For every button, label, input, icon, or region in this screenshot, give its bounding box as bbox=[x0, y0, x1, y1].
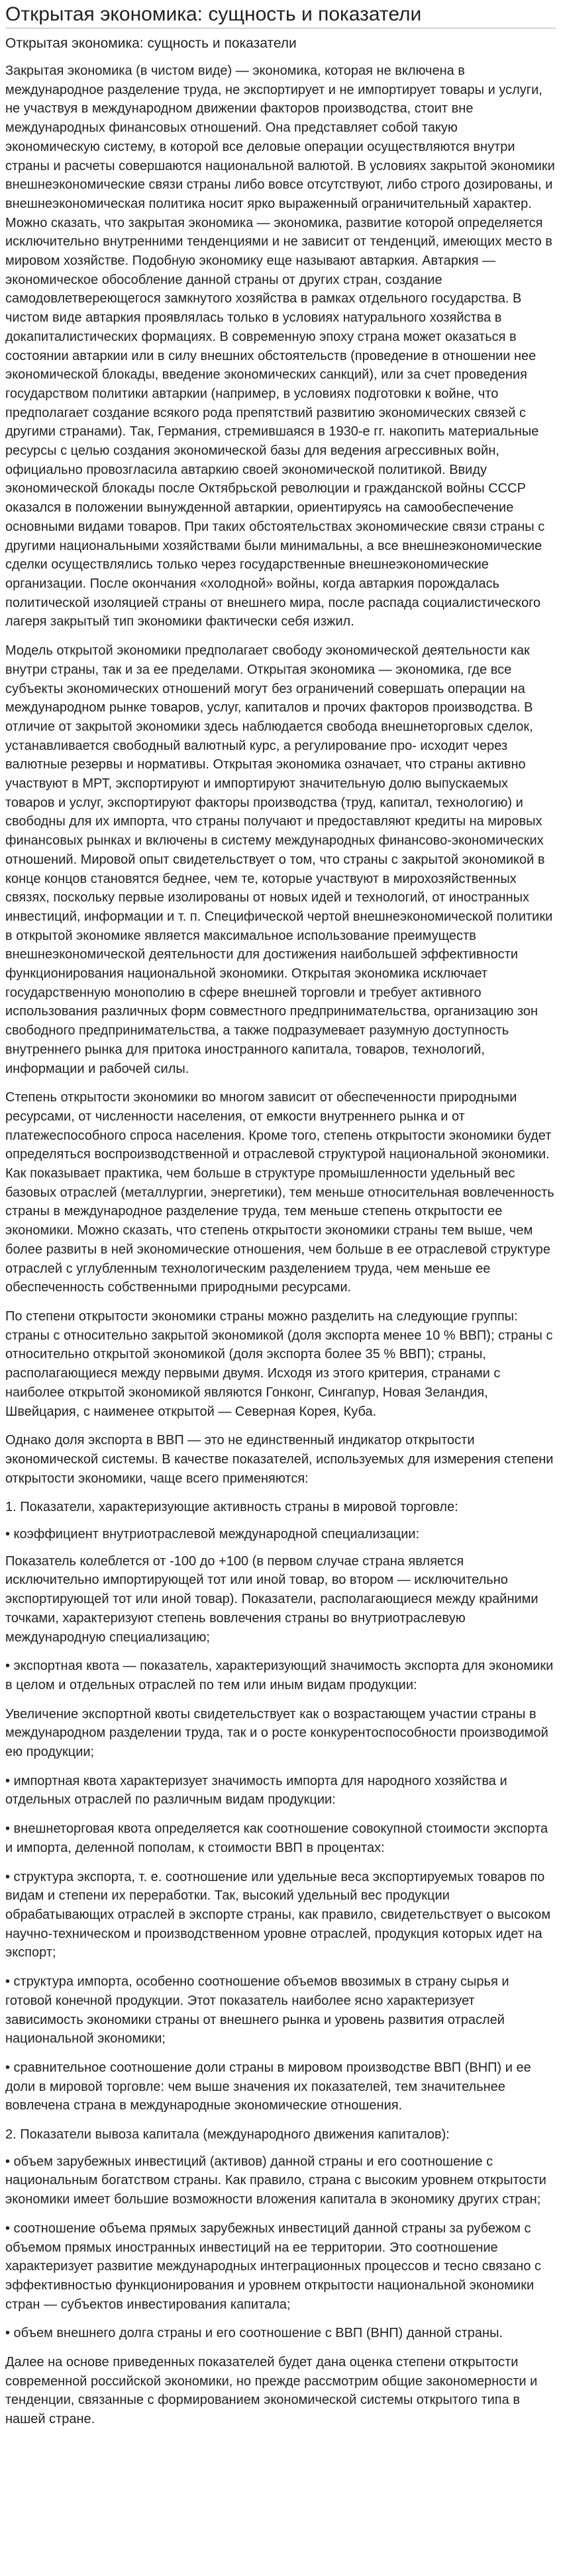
paragraph-coefficient-range: Показатель колеблется от -100 до +100 (в первом случае страна является исключительно импортирующей тот или иной товар, во втором — исключительно экспортирующей тот или иной товар). Показатели, располагающиеся между крайними точками, характеризуют степень вовлечения страны во внутриотраслевую международную специализацию; bbox=[5, 1553, 538, 1645]
list-item-foreign-investment-volume: • объем зарубежных инвестиций (активов) данной страны и его соотношение с национальным богатством страны. Как правило, страна с высоким уровнем открытости экономики имеет большие возможности вложения капитала в экономику других стран; bbox=[5, 2154, 546, 2207]
list-item-import-quota: • импортная квота характеризует значимость импорта для народного хозяйства и отдельных отраслей по различным видам продукции: bbox=[5, 1773, 507, 1808]
list-heading-trade-indicators: 1. Показатели, характеризующие активность страны в мировой торговле: bbox=[5, 1500, 458, 1515]
list-heading-capital-indicators: 2. Показатели вывоза капитала (международного движения капиталов): bbox=[5, 2127, 450, 2142]
list-item-export-structure: • структура экспорта, т. е. соотношение или удельные веса экспортируемых товаров по видам и степени их переработки. Так, высокий удельный вес продукции обрабатывающих отраслей в экспорте страны, как правило, свидетельствует о высоком научно-техническом и производственном уровне отраслей, продукция которых идет на экспорт; bbox=[5, 1869, 551, 1960]
list-item-specialization-coefficient: • коэффициент внутриотраслевой международной специализации: bbox=[5, 1527, 420, 1542]
paragraph-country-groups: По степени открытости экономики страны можно разделить на следующие группы: страны с относительно закрытой экономикой (доля экспорта менее 10 % ВВП); страны с относительно открытой экономикой (доля экспорта более 35 % ВВП); страны, располагающиеся между первыми двумя. Исходя из этого критерия, странами с наиболее открытой экономикой являются Гонконг, Сингапур, Новая Зеландия, Швейцария, с наименее открытой — Северная Корея, Куба. bbox=[5, 1309, 553, 1419]
paragraph-openness-degree: Степень открытости экономики во многом зависит от обеспеченности природными ресурсами, от численности населения, от емкости внутреннего рынка и от платежеспособного спроса населения. Кроме того, степень открытости экономики будет определяться воспроизводственной и отраслевой структурой национальной экономики. Как показывает практика, чем больше в структуре промышленности удельный вес базовых отраслей (металлургии, энергетики), тем меньше относительная вовлеченность страны в международное разделение труда, тем меньше степень открытости ее экономики. Можно сказать, что степень открытости экономики страны тем выше, чем более развиты в ней экономические отношения, чем больше в ее отраслевой структуре отраслей с углубленным технологическим разделением труда, чем меньше ее обеспеченность собственными природными ресурсами. bbox=[5, 1090, 554, 1295]
paragraph-export-quota-growth: Увеличение экспортной квоты свидетельствует как о возрастающем участии страны в международном разделении труда, так и о росте конкурентоспособности производимой ею продукции; bbox=[5, 1706, 548, 1760]
list-item-export-quota: • экспортная квота — показатель, характеризующий значимость экспорта для экономики в целом и отдельных отраслей по тем или иным видам продукции: bbox=[5, 1659, 554, 1692]
list-item-external-debt: • объем внешнего долга страны и его соотношение с ВВП (ВНП) данной страны. bbox=[5, 2326, 503, 2341]
list-item-import-structure: • структура импорта, особенно соотношение объемов ввозимых в страну сырья и готовой конечной продукции. Этот показатель наиболее ясно характеризует зависимость экономики страны от внешнего рынка и уровень развития отраслей национальной экономики; bbox=[5, 1974, 509, 2047]
article-subtitle: Открытая экономика: сущность и показатели bbox=[5, 36, 297, 51]
list-item-gdp-trade-ratio: • сравнительное соотношение доли страны в мировом производстве ВВП (ВНП) и ее доли в мировой торговле: чем выше значения их показателей, тем значительнее вовлечена страна в международные экономические отношения. bbox=[5, 2060, 531, 2113]
paragraph-closed-economy: Закрытая экономика (в чистом виде) — экономика, которая не включена в международное разделение труда, не экспортирует и не импортирует товары и услуги, не участвуя в международном движении факторов производства, стоит вне международных финансовых отношений. Она представляет собой такую экономическую систему, в которой все деловые операции осуществляются внутри страны и расчеты совершаются национальной валютой. В условиях закрытой экономики внешнеэкономические связи страны либо вовсе отсутствуют, либо строго дозированы, и внешнеэкономическая политика носит ярко выраженный ограничительный характер. Можно сказать, что закрытая экономика — экономика, развитие которой определяется исключительно внутренними тенденциями и не зависит от тенденций, имеющих место в мировом хозяйстве. Подобную экономику еще называют автаркия. Автаркия — экономическое обособление данной страны от других стран, создание самодовлетвереющегося замкнутого хозяйства в рамках отдельного государства. В чистом виде автаркия проявлялась только в условиях натурального хозяйства в докапиталистических формациях. В современную эпоху страна может оказаться в состоянии автаркии или в силу внешних обстоятельств (проведение в отношении нее экономической блокады, введение экономических санкций), или за счет проведения государством политики автаркии (например, в условиях подготовки к войне, что предполагает создание всякого рода препятствий развитию экономических связей с другими странами). Так, Германия, стремившаяся в 1930-е гг. накопить материальные ресурсы с целью создания экономической базы для ведения агрессивных войн, официально провозгласила автаркию своей экономической политикой. Ввиду экономической блокады после Октябрьской революции и гражданской войны СССР оказался в положении вынужденной автаркии, ориентируясь на самообеспечение основными видами товаров. При таких обстоятельствах экономические связи страны с другими национальными хозяйствами были минимальны, а все внешнеэкономические сделки осуществлялись только через государственные внешнеэкономические организации. После окончания «холодной» войны, когда автаркия порождалась политической изоляцией страны от внешнего мира, после распада социалистического лагеря закрытый тип экономики фактически себя изжил. bbox=[5, 64, 555, 629]
list-item-direct-investment-ratio: • соотношение объема прямых зарубежных инвестиций данной страны за рубежом с объемом прямых иностранных инвестиций на ее территории. Это соотношение характеризует развитие международных интеграционных процессов и тесно связано с эффективностью функционирования и уровнем открытости национальной экономики стран — субъектов инвестирования капитала; bbox=[5, 2221, 541, 2312]
page-title: Открытая экономика: сущность и показатели bbox=[5, 3, 556, 28]
paragraph-open-economy: Модель открытой экономики предполагает свободу экономической деятельности как внутри страны, так и за ее пределами. Открытая экономика — экономика, где все субъекты экономических отношений могут без ограничений совершать операции на международном рынке товаров, услуг, капиталов и прочих факторов производства. В отличие от закрытой экономики здесь наблюдается свобода внешнеторговых сделок, устанавливается свободный валютный курс, а регулирование про- исходит через валютные резервы и нормативы. Открытая экономика означает, что страны активно участвуют в МРТ, экспортируют и импортируют значительную долю выпускаемых товаров и услуг, экспортируют факторы производства (труд, капитал, технологию) и свободны для их импорта, что страны получают и предоставляют кредиты на мировых финансовых рынках и включены в систему международных финансово-экономических отношений. Мировой опыт свидетельствует о том, что страны с закрытой экономикой в конце концов становятся беднее, чем те, которые участвуют в мирохозяйственных связях, поскольку первые изолированы от новых идей и технологий, от иностранных инвестиций, информации и т. п. Специфической чертой внешнеэкономической политики в открытой экономике является максимальное использование преимуществ внешнеэкономической деятельности для достижения наибольшей эффективности функционирования национальной экономики. Открытая экономика исключает государственную монополию в сфере внешней торговли и требует активного использования различных форм совместного предпринимательства, организацию зон свободного предпринимательства, а также подразумевает разумную доступность внутреннего рынка для притока иностранного капитала, товаров, технологий, информации и рабочей силы. bbox=[5, 643, 553, 1076]
paragraph-conclusion: Далее на основе приведенных показателей будет дана оценка степени открытости современной российской экономики, но прежде рассмотрим общие закономерности и тенденции, связанные с формированием экономической системы открытого типа в нашей стране. bbox=[5, 2355, 538, 2427]
list-item-foreign-trade-quota: • внешнеторговая квота определяется как соотношение совокупной стоимости экспорта и импорта, деленной пополам, к стоимости ВВП в процентах: bbox=[5, 1821, 548, 1855]
paragraph-indicators-intro: Однако доля экспорта в ВВП — это не единственный индикатор открытости экономической системы. В качестве показателей, используемых для измерения степени открытости экономики, чаще всего применяются: bbox=[5, 1433, 554, 1486]
